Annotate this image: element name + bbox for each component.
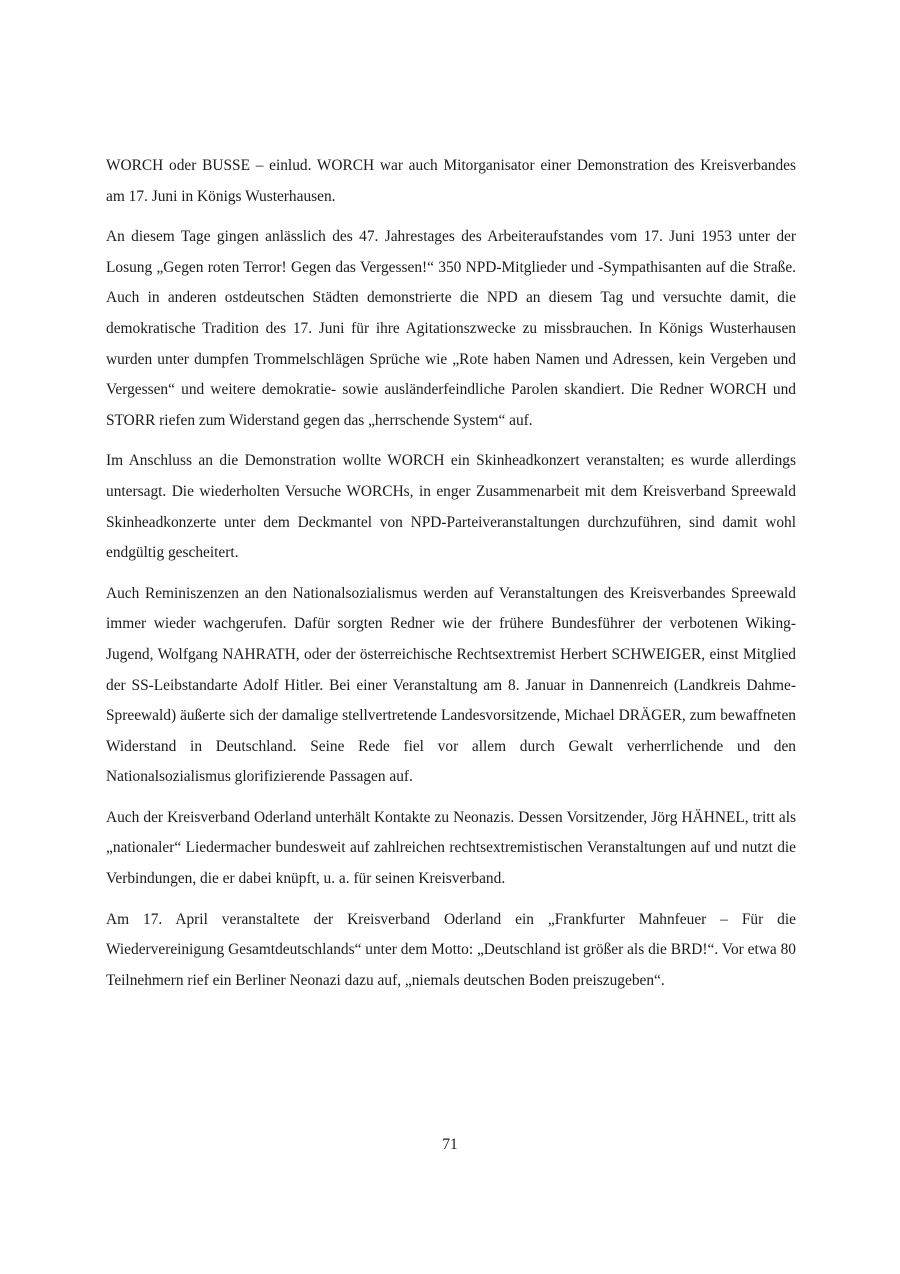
body-text — [106, 151, 796, 1006]
paragraph-3: Im Anschluss an die Demonstration wollte WORCH ein Skinheadkonzert veranstalten; es wurde allerdings untersagt. Die wiederholten Versuche WORCHs, in enger Zusammenarbeit mit dem Kreisverband Spreewald Skinheadkonzerte unter dem Deckmantel von NPD-Parteiveranstaltungen durchzuführen, sind damit wohl endgültig gescheitert. — [106, 452, 796, 562]
paragraph-6: Am 17. April veranstaltete der Kreisverband Oderland ein „Frankfurter Mahnfeuer – Für die Wiedervereinigung Gesamtdeutschlands“ unter dem Motto: „Deutschland ist größer als die BRD!“. Vor etwa 80 Teilnehmern rief ein Berliner Neonazi dazu auf, „niemals deutschen Boden preiszugeben“. — [106, 910, 796, 989]
paragraph-5: Auch der Kreisverband Oderland unterhält Kontakte zu Neonazis. Dessen Vorsitzender, Jörg HÄHNEL, tritt als „nationaler“ Liedermacher bundesweit auf zahlreichen rechtsextremistischen Veranstaltungen auf und nutzt die Verbindungen, die er dabei knüpft, u. a. für seinen Kreisverband. — [106, 808, 796, 888]
paragraph-2: An diesem Tage gingen anlässlich des 47. Jahrestages des Arbeiteraufstandes vom 17. Juni 1953 unter der Losung „Gegen roten Terror! Gegen das Vergessen!“ 350 NPD-Mitglieder und -Sympathisanten auf die Straße. Auch in anderen ostdeutschen Städten demonstrierte die NPD an diesem Tag und versuchte damit, die demokratische Tradition des 17. Juni für ihre Agitationszwecke zu missbrauchen. In Königs Wusterhausen wurden unter dumpfen Trommelschlägen Sprüche wie „Rote haben Namen und Adressen, kein Vergeben und Vergessen“ und weitere demokratie- sowie ausländerfeindliche Parolen skandiert. Die Redner WORCH und STORR riefen zum Widerstand gegen das „herrschende System“ auf. — [106, 228, 796, 429]
paragraph-1: WORCH oder BUSSE – einlud. WORCH war auch Mitorganisator einer Demonstration des Kreisverbandes am 17. Juni in Königs Wusterhausen. — [106, 157, 796, 205]
paragraph-4: Auch Reminiszenzen an den Nationalsozialismus werden auf Veranstaltungen des Kreisverbandes Spreewald immer wieder wachgerufen. Dafür sorgten Redner wie der frühere Bundesführer der verbotenen Wiking-Jugend, Wolfgang NAHRATH, oder der österreichische Rechtsextremist Herbert SCHWEIGER, einst Mitglied der SS-Leibstandarte Adolf Hitler. Bei einer Veranstaltung am 8. Januar in Dannenreich (Landkreis Dahme-Spreewald) äußerte sich der damalige stellvertretende Landesvorsitzende, Michael DRÄGER, zum bewaffneten Widerstand in Deutschland. Seine Rede fiel vor allem durch Gewalt verherrlichende und den Nationalsozialismus glorifizierende Passagen auf. — [106, 584, 796, 786]
page-number: 71 — [442, 1136, 458, 1153]
